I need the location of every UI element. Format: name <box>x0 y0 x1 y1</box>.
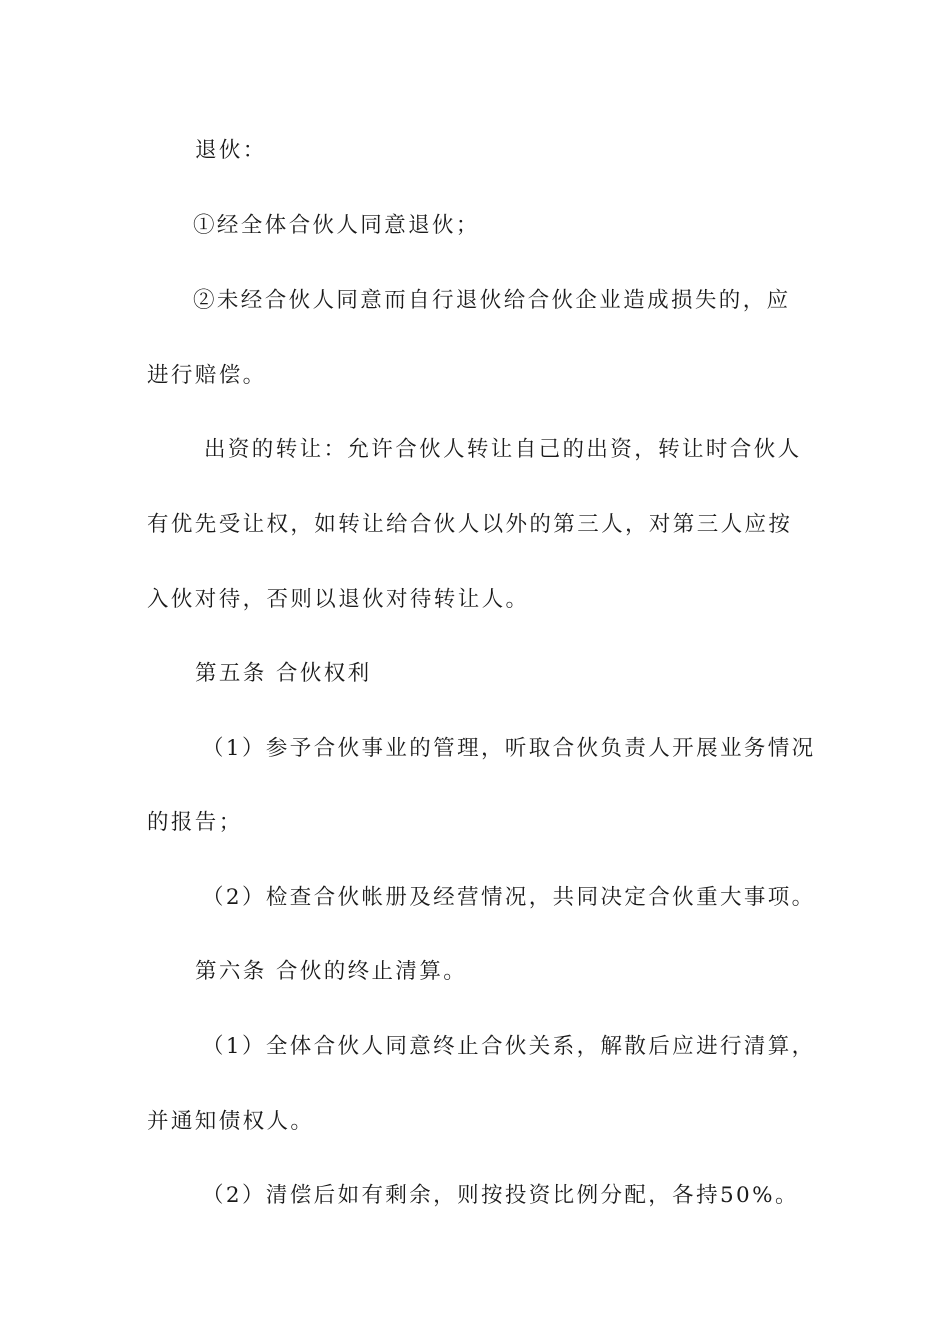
section-heading: 第六条 合伙的终止清算。 <box>195 959 468 984</box>
section-heading: 第五条 合伙权利 <box>195 661 372 686</box>
paragraph-line: （1）全体合伙人同意终止合伙关系，解散后应进行清算， <box>202 1034 816 1059</box>
paragraph-line: 的报告； <box>147 810 243 835</box>
paragraph-line: （2）清偿后如有剩余，则按投资比例分配，各持50%。 <box>202 1183 799 1208</box>
paragraph-line: 并通知债权人。 <box>147 1109 315 1134</box>
paragraph-line: 入伙对待，否则以退伙对待转让人。 <box>147 587 530 612</box>
paragraph-line: 退伙： <box>195 138 267 163</box>
paragraph-line: 出资的转让：允许合伙人转让自己的出资，转让时合伙人 <box>204 437 802 462</box>
paragraph-line: （2）检查合伙帐册及经营情况，共同决定合伙重大事项。 <box>202 885 816 910</box>
paragraph-line: ①经全体合伙人同意退伙； <box>193 213 480 238</box>
paragraph-line: （1）参予合伙事业的管理，听取合伙负责人开展业务情况 <box>202 736 816 761</box>
paragraph-line: ②未经合伙人同意而自行退伙给合伙企业造成损失的，应 <box>193 288 791 313</box>
paragraph-line: 进行赔偿。 <box>147 363 267 388</box>
paragraph-line: 有优先受让权，如转让给合伙人以外的第三人，对第三人应按 <box>147 512 793 537</box>
